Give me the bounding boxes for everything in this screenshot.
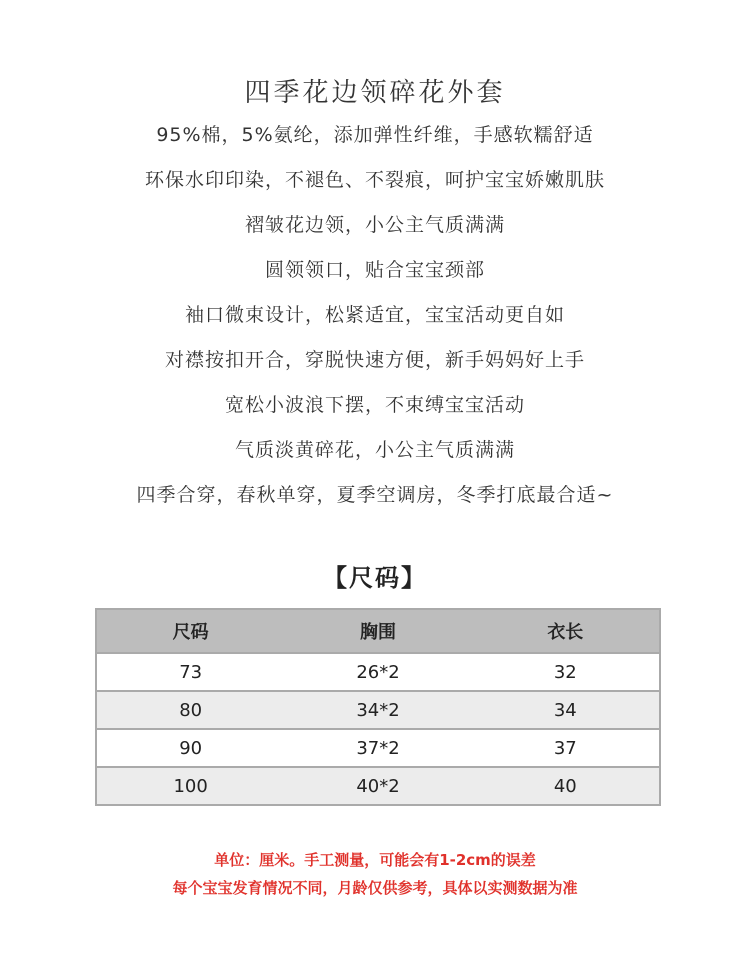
product-title: 四季花边领碎花外套 [244, 78, 506, 108]
note-line: 每个宝宝发育情况不同，月龄仅供参考，具体以实测数据为准 [172, 879, 578, 897]
feature-line: 对襟按扣开合，穿脱快速方便，新手妈妈好上手 [164, 349, 585, 371]
note-line: 单位：厘米。手工测量，可能会有1-2cm的误差 [214, 851, 536, 869]
size-table [95, 608, 661, 806]
column-header-chest: 胸围 [359, 622, 396, 643]
table-cell-size: 73 [179, 661, 203, 683]
table-row [97, 652, 659, 690]
feature-line: 气质淡黄碎花，小公主气质满满 [234, 439, 515, 461]
feature-list [0, 118, 750, 523]
feature-line: 宽松小波浪下摆，不束缚宝宝活动 [224, 394, 525, 416]
size-chart-heading: 【尺码】 [323, 564, 427, 592]
table-cell-size: 100 [173, 775, 208, 797]
table-cell-size: 90 [179, 737, 203, 759]
table-cell-length: 40 [553, 775, 577, 797]
table-cell-chest: 34*2 [356, 699, 400, 721]
feature-line: 95%棉，5%氨纶，添加弹性纤维，手感软糯舒适 [156, 124, 594, 146]
table-row [97, 690, 659, 728]
table-row [97, 766, 659, 804]
column-header-length: 衣长 [547, 622, 584, 643]
feature-line: 环保水印印染，不褪色、不裂痕，呵护宝宝娇嫩肌肤 [144, 169, 605, 191]
feature-line: 褶皱花边领，小公主气质满满 [244, 214, 505, 236]
table-cell-length: 34 [553, 699, 577, 721]
table-cell-size: 80 [179, 699, 203, 721]
feature-line: 袖口微束设计，松紧适宜，宝宝活动更自如 [184, 304, 565, 326]
column-header-size: 尺码 [172, 622, 209, 643]
feature-line: 四季合穿，春秋单穿，夏季空调房，冬季打底最合适~ [136, 484, 614, 506]
table-cell-chest: 40*2 [356, 775, 400, 797]
table-header-row [97, 610, 659, 652]
table-cell-length: 37 [553, 737, 577, 759]
table-cell-chest: 26*2 [356, 661, 400, 683]
feature-line: 圆领领口，贴合宝宝颈部 [264, 259, 485, 281]
table-cell-length: 32 [553, 661, 577, 683]
measurement-notes [0, 846, 750, 902]
table-cell-chest: 37*2 [356, 737, 400, 759]
table-row [97, 728, 659, 766]
